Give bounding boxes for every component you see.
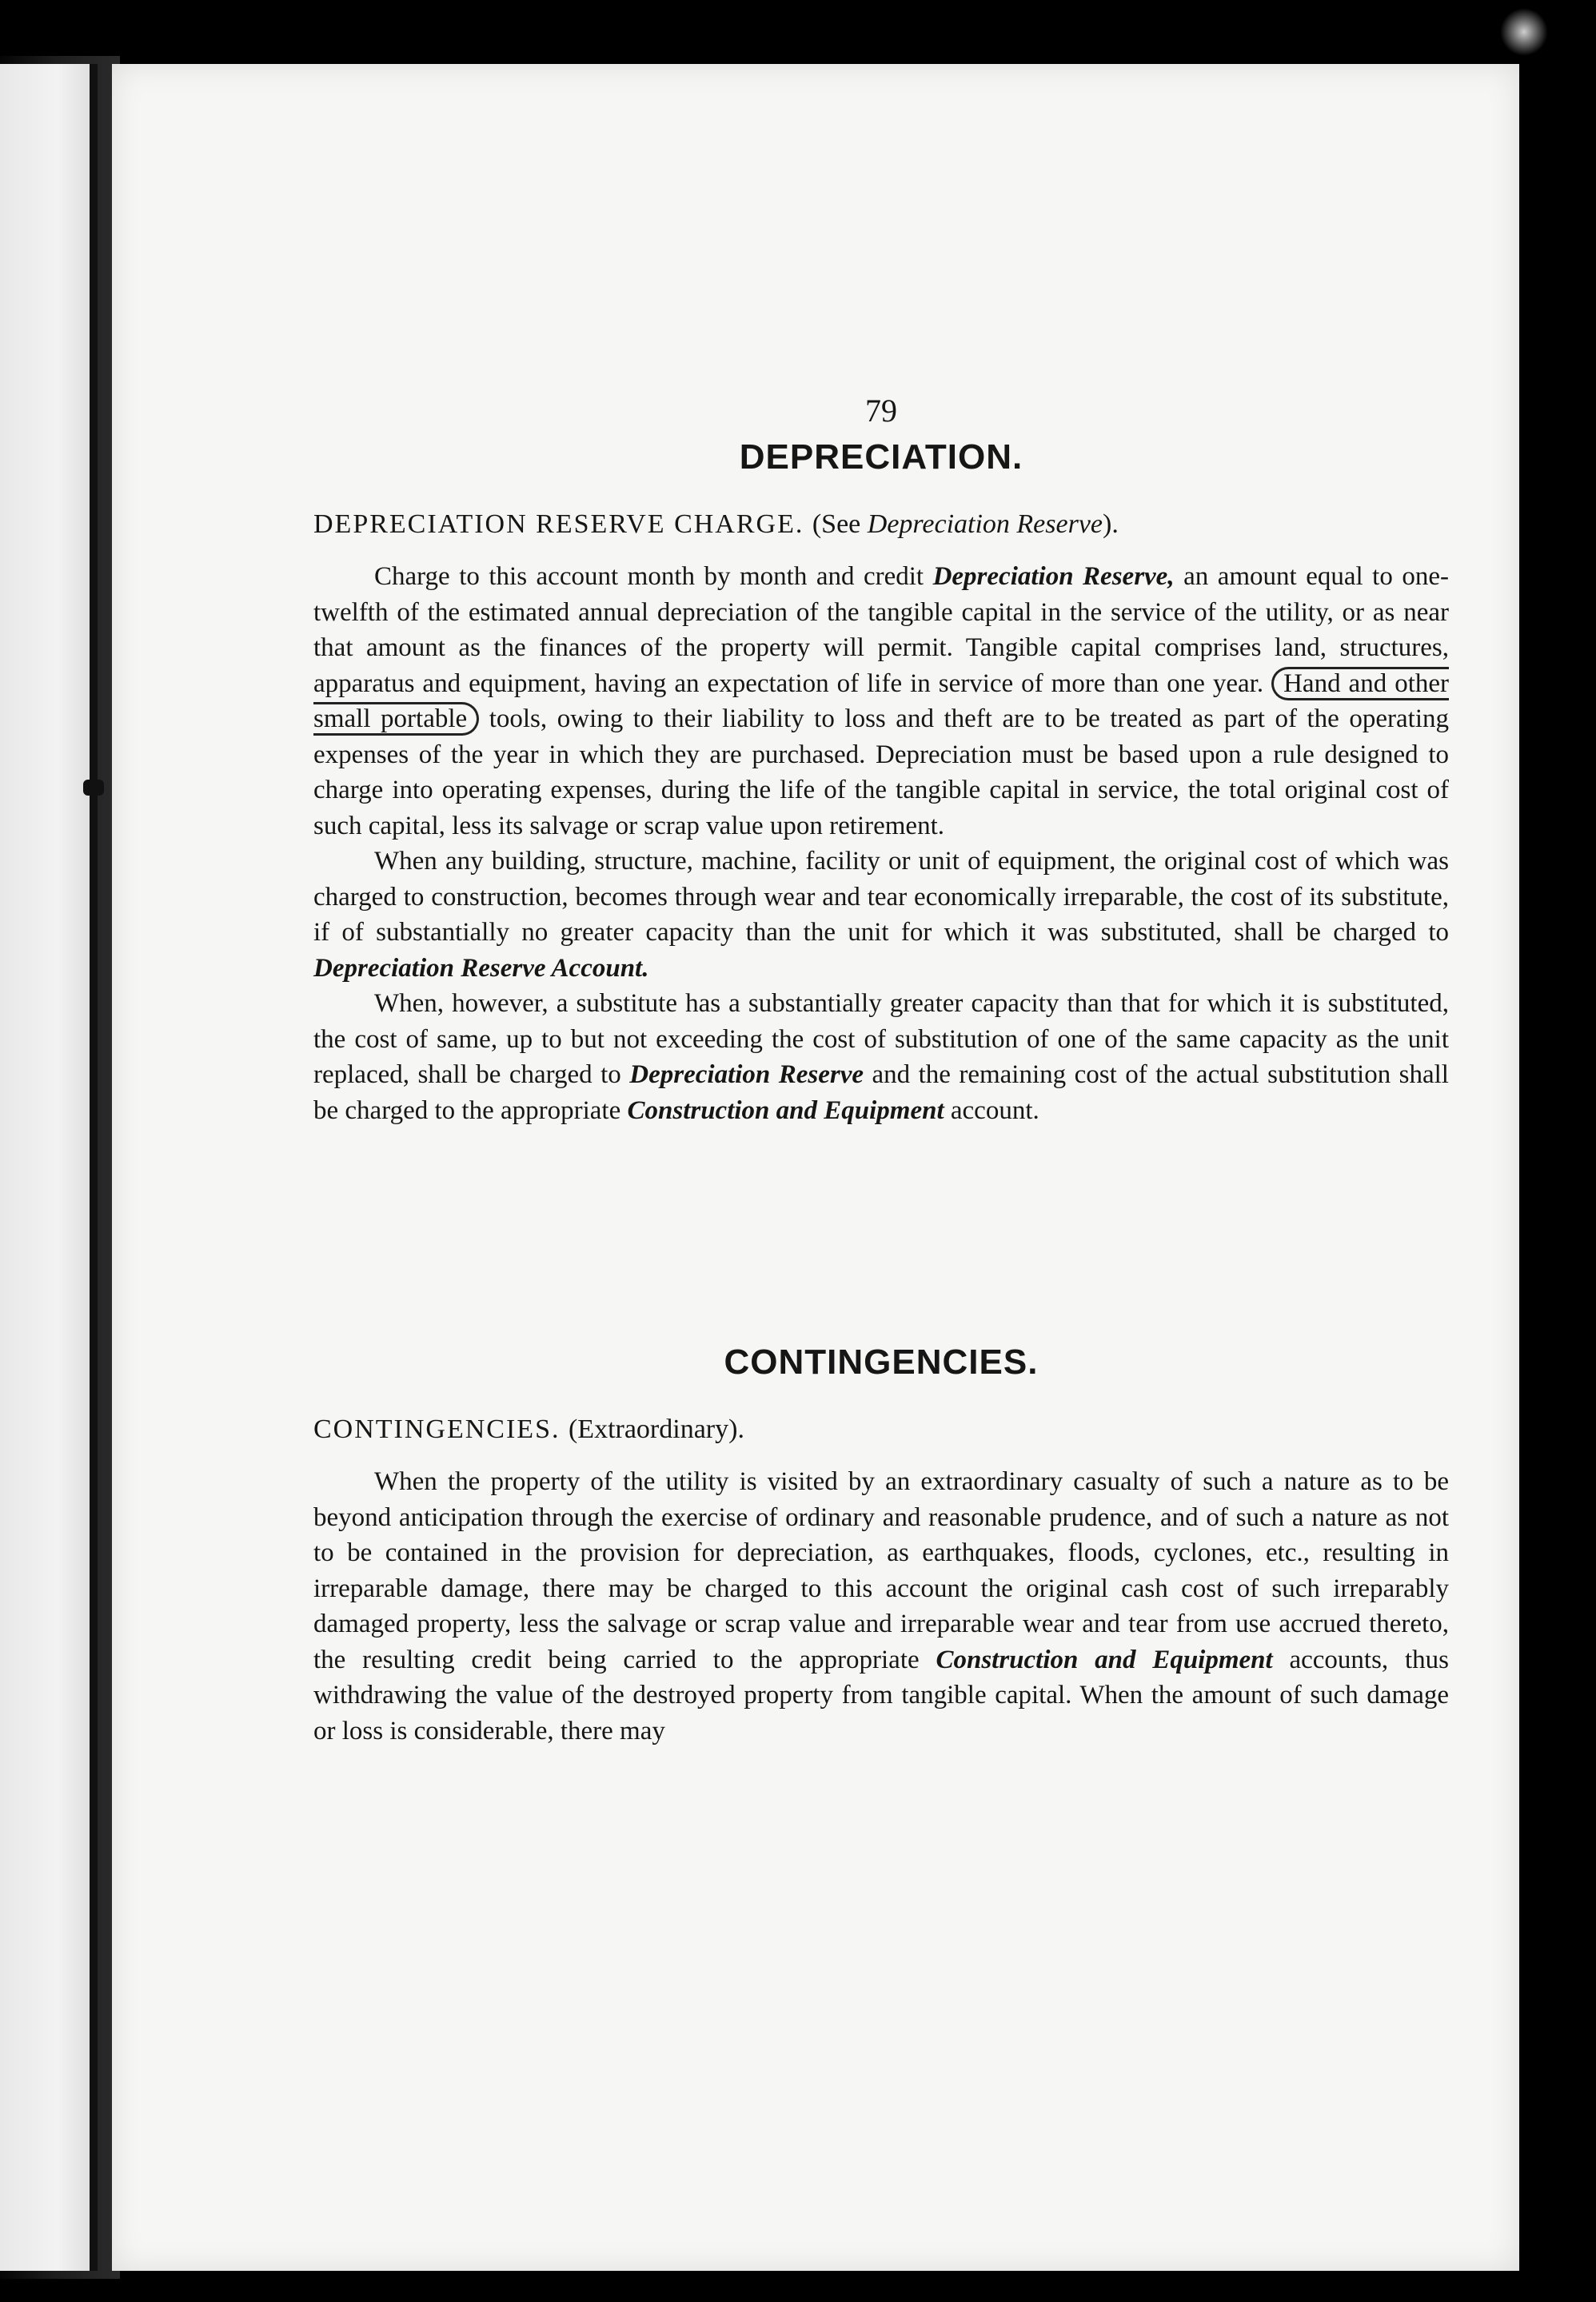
page-number: 79: [865, 393, 897, 429]
note-italic: Depreciation Reserve: [867, 509, 1103, 539]
page-content: [313, 328, 1449, 1749]
binding-line: [90, 64, 98, 2271]
text-run: tools, owing to their liability to loss and theft are to be treated as part of the operating expenses of the year in which they are purchased. Depreciation must be based upon a rule designed to charge into operating expenses, during the life of the tangible capital in service, the total original cost of such capital, less its salvage or scrap value upon retirement.: [313, 704, 1449, 840]
scan-artifact: [1500, 8, 1548, 56]
document-page: [112, 64, 1519, 2271]
section-contingencies: [313, 1343, 1449, 1749]
text-run: When any building, structure, machine, facility or unit of equipment, the original cost of which was charged to construction, becomes through wear and tear economically irreparable, the cost of its substitute, if of substantially no greater capacity than the unit for which it was substituted, shall be charged to: [313, 847, 1449, 947]
section-gap: [313, 1128, 1449, 1343]
text-run: account.: [944, 1095, 1039, 1125]
section-subheading: [313, 509, 1449, 540]
paragraph: [313, 1464, 1449, 1749]
text-run: and the remaining cost of the actual substitution shall be charged to the appropriate: [313, 1060, 1449, 1125]
italic-run: Depreciation Reserve,: [932, 562, 1175, 591]
note-suffix: ).: [1103, 509, 1119, 539]
subheading-title: CONTINGENCIES.: [313, 1414, 561, 1444]
italic-run: Depreciation Reserve Account.: [313, 953, 649, 983]
paragraph: [313, 986, 1449, 1128]
facing-page-edge: [0, 64, 96, 2271]
text-run: an amount equal to one-twelfth of the estimated annual depreciation of the tangible capital in the service of the utility, or as near that amount as the finances of the property will permit. Tangible capital comprises land, structures, apparatus and equipment, having an expectation of life in service of more than one year.: [313, 562, 1449, 698]
paragraph: [313, 559, 1449, 844]
paragraph: [313, 844, 1449, 986]
circled-annotation: Hand and other small portable: [313, 667, 1449, 736]
text-run: When the property of the utility is visited by an extraordinary casualty of such a nature as to be beyond anticipation through the exercise of ordinary and reasonable prudence, and of such a nature as not to be contained in the provision for depreciation, as earthquakes, floods, cyclones, etc., resulting in irreparable damage, there may be charged to this account the original cash cost of such irreparably damaged property, less the salvage or scrap value and irreparable wear and tear from use accrued thereto, the resulting credit being carried to the appropriate: [313, 1467, 1449, 1674]
section-heading: CONTINGENCIES.: [724, 1343, 1039, 1382]
note-prefix: (See: [812, 509, 868, 539]
text-run: When, however, a substitute has a substantially greater capacity than that for which it is substituted, the cost of same, up to but not exceeding the cost of substitution of one of the same capacity as the unit replaced, shall be charged to: [313, 989, 1449, 1089]
subheading-note: [812, 509, 1119, 539]
section-heading: DEPRECIATION.: [739, 437, 1023, 477]
italic-run: Construction and Equipment: [627, 1095, 944, 1125]
italic-run: Depreciation Reserve: [629, 1060, 864, 1089]
subheading-note: (Extraordinary).: [568, 1414, 744, 1444]
binding-mark: [83, 780, 104, 796]
section-subheading: [313, 1414, 1449, 1445]
section-depreciation: [313, 437, 1449, 1128]
text-run: accounts, thus withdrawing the value of the destroyed property from tangible capital. When the amount of such damage or loss is considerable, there may: [313, 1645, 1449, 1745]
italic-run: Construction and Equipment: [936, 1645, 1273, 1674]
text-run: Charge to this account month by month and credit: [374, 562, 933, 591]
subheading-title: DEPRECIATION RESERVE CHARGE.: [313, 509, 804, 539]
